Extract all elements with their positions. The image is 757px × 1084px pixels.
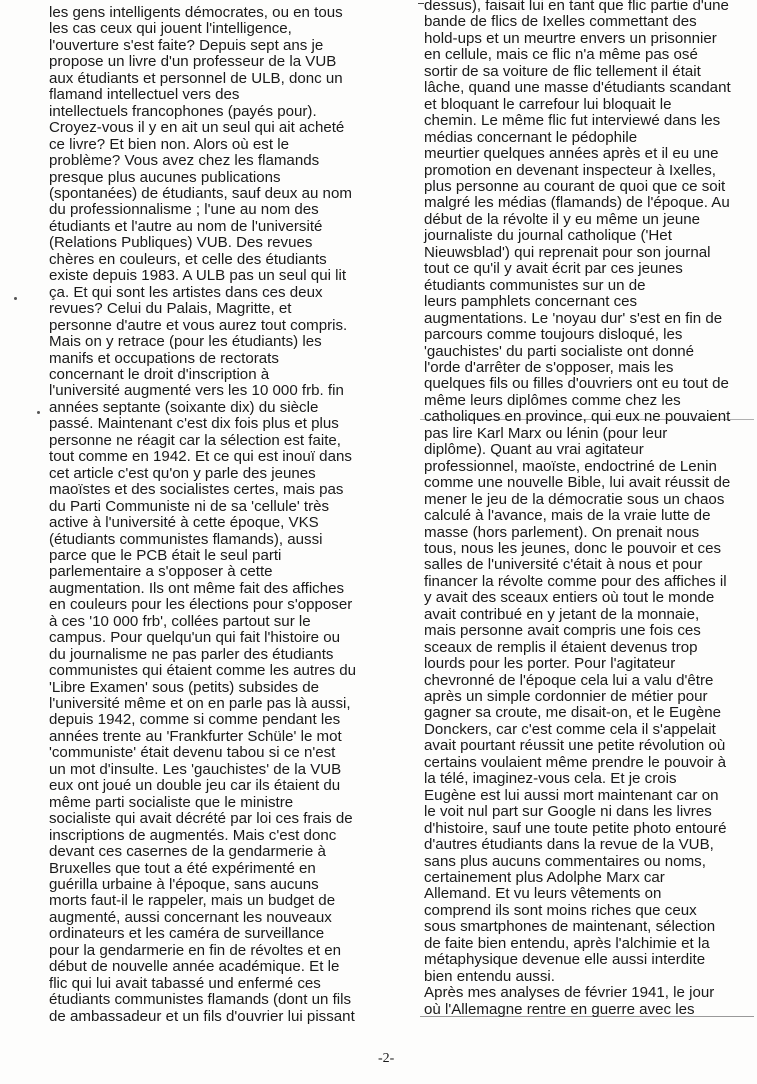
text-line: Bruxelles que tout a été expérimenté en	[49, 859, 316, 877]
text-line: l'orde d'arrêter de s'opposer, mais les	[424, 358, 674, 376]
text-line: ordinateurs et les caméra de surveillance	[49, 925, 325, 943]
text-line: flic qui lui avait tabassé und enfermé ces	[49, 974, 321, 992]
text-line: pour la gendarmerie en fin de révoltes et en	[49, 941, 341, 959]
text-line: campus. Pour quelqu'un qui fait l'histoire ou	[49, 629, 341, 647]
text-line: Nieuwsblad') qui reprenait pour son journal	[424, 243, 711, 261]
text-line: financer la révolte comme pour des affiches il	[424, 572, 727, 590]
text-line: cet article c'est qu'on y parle des jeunes	[49, 464, 316, 482]
text-line: sans plus aucuns commentaires ou noms,	[424, 852, 706, 870]
text-line: intellectuels francophones (payés pour).	[49, 102, 317, 120]
right-text-column	[424, 0, 754, 1018]
text-line: manifs et occupations de rectorats	[49, 349, 279, 367]
text-line: années septante (soixante dix) du siècle	[49, 398, 319, 416]
text-line: masse (hors parlement). On prenait nous	[424, 523, 700, 541]
text-line: l'université même et on en parle pas là aussi,	[49, 695, 351, 713]
text-line: socialiste qui avait décrété par loi ces frais de	[49, 810, 353, 828]
text-line: en cellule, mais ce flic n'a même pas osé	[424, 46, 698, 64]
text-line: l'ouverture s'est faite? Depuis sept ans je	[49, 36, 324, 54]
text-line: salles de l'université c'était à nous et pour	[424, 556, 703, 574]
scan-speck	[37, 411, 40, 414]
text-line: propose un livre d'un professeur de la VUB	[49, 53, 337, 71]
text-line: aux étudiants et personnel de ULB, donc un	[49, 69, 343, 87]
text-line: avait contribué en y jetant de la monnaie,	[424, 605, 700, 623]
text-line: bande de flics de Ixelles commettant des	[424, 13, 697, 31]
text-line: médias concernant le pédophile	[424, 128, 638, 146]
text-line: flamand intellectuel vers des	[49, 86, 240, 104]
text-line: certainement plus Adolphe Marx car	[424, 869, 665, 887]
text-line: existe depuis 1983. A ULB pas un seul qui lit	[49, 267, 347, 285]
text-line: chevronné de l'époque cela lui a valu d'être	[424, 671, 714, 689]
text-line: hold-ups et un meurtre envers un prisonnier	[424, 29, 717, 47]
text-line: la télé, imaginez-vous cela. Et je crois	[424, 770, 677, 788]
text-line: personne d'autre et vous aurez tout compris.	[49, 316, 348, 334]
text-line: de ambassadeur et un fils d'ouvrier lui pissant	[49, 1007, 355, 1025]
text-line: le voit nul part sur Google ni dans les livres	[424, 803, 712, 821]
text-line: étudiants communistes flamands (dont un fils	[49, 991, 352, 1009]
text-line: problème? Vous avez chez les flamands	[49, 152, 320, 170]
text-line: chères en couleurs, et celle des étudiants	[49, 250, 327, 268]
text-line: sous smartphones de maintenant, sélection	[424, 918, 716, 936]
text-line: étudiants communistes sur un de	[424, 276, 646, 294]
text-line: même parti socialiste que le ministre	[49, 793, 294, 811]
text-line: (étudiants communistes flamands), aussi	[49, 530, 323, 548]
text-line: de faite bien entendu, après l'alchimie et la	[424, 934, 710, 952]
text-line: comme une nouvelle Bible, lui avait réussit de	[424, 474, 731, 492]
text-line: communistes qui étaient comme les autres du	[49, 662, 357, 680]
text-line: tout comme en 1942. Et ce qui est inouï dans	[49, 448, 352, 466]
text-line: 'gauchistes' du parti socialiste ont donné	[424, 342, 695, 360]
text-line: (Relations Publiques) VUB. Des revues	[49, 234, 313, 252]
text-line: 'Libre Examen' sous (petits) subsides de	[49, 678, 320, 696]
text-line: morts faut-il le rappeler, mais un budget de	[49, 892, 336, 910]
text-line: à ces '10 000 frb', collées partout sur le	[49, 612, 311, 630]
text-line: du Parti Communiste ni de sa 'cellule' très	[49, 497, 330, 515]
text-line: inscriptions de augmentés. Mais c'est donc	[49, 826, 337, 844]
text-line: presque plus aucunes publications	[49, 168, 281, 186]
text-line: meurtier quelques années après et il eu une	[424, 145, 719, 163]
text-line: pas lire Karl Marx ou lénin (pour leur	[424, 424, 668, 442]
text-line: et bloquant le carrefour lui bloquait le	[424, 95, 672, 113]
scan-speck	[14, 297, 17, 300]
text-line: étudiants et l'autre au nom de l'université	[49, 217, 323, 235]
text-line: ce livre? Et bien non. Alors où est le	[49, 135, 289, 153]
text-line: maoïstes et des socialistes certes, mais pas	[49, 481, 344, 499]
text-line: augmenté, aussi concernant les nouveaux	[49, 908, 332, 926]
text-line: du journalisme ne pas parler des étudiants	[49, 645, 334, 663]
text-line: certains voulaient même prendre le pouvoir à	[424, 753, 727, 771]
text-line: d'autres étudiants dans la revue de la VUB,	[424, 836, 714, 854]
text-line: catholiques en province, qui eux ne pouvaient	[424, 408, 731, 426]
text-line: Allemand. Et vu leurs vêtements on	[424, 885, 662, 903]
text-line: 'communiste' était devenu tabou si ce n'est	[49, 744, 336, 762]
text-line: où l'Allemagne rentre en guerre avec les	[424, 1000, 695, 1018]
text-line: lourds pour les porter. Pour l'agitateur	[424, 655, 676, 673]
text-line: l'université augmenté vers les 10 000 frb. fin	[49, 382, 344, 400]
text-line: guérilla urbaine à l'époque, sans aucuns	[49, 876, 319, 894]
text-line: après un simple cordonnier de métier pour	[424, 688, 708, 706]
text-line: Mais on y retrace (pour les étudiants) les	[49, 333, 322, 351]
text-line: leurs pamphlets concernant ces	[424, 293, 638, 311]
text-line: Eugène est lui aussi mort maintenant car on	[424, 786, 719, 804]
text-line: en couleurs pour les élections pour s'opposer	[49, 596, 353, 614]
text-line: concernant le droit d'inscription à	[49, 365, 270, 383]
text-line: eux ont joué un double jeu car ils étaient du	[49, 777, 341, 795]
text-line: personne ne réagit car la sélection est faite,	[49, 431, 341, 449]
text-line: parce que le PCB était le seul parti	[49, 546, 282, 564]
left-text-column	[49, 5, 369, 1025]
text-line: depuis 1942, comme si comme pendant les	[49, 711, 341, 729]
text-line: début de nouvelle année académique. Et le	[49, 958, 340, 976]
text-line: années trente au 'Frankfurter Schüle' le mot	[49, 727, 342, 745]
text-line: promotion en devenant inspecteur à Ixelles,	[424, 161, 716, 179]
text-line: Après mes analyses de février 1941, le jour	[424, 984, 715, 1002]
text-line: gagner sa croute, me disait-on, et le Eugène	[424, 704, 722, 722]
text-line: chemin. Le même flic fut interviewé dans les	[424, 112, 721, 130]
text-line: bien entendu aussi.	[424, 967, 555, 985]
text-line: début de la révolte il y eu même un jeune	[424, 210, 701, 228]
text-line: devant ces casernes de la gendarmerie à	[49, 843, 326, 861]
text-line: malgré les médias (flamands) de l'époque. Au	[424, 194, 730, 212]
text-line: ça. Et qui sont les artistes dans ces deux	[49, 283, 323, 301]
text-line: sortir de sa voiture de flic tellement il était	[424, 62, 701, 80]
text-line: d'histoire, sauf une toute petite photo entouré	[424, 819, 727, 837]
text-line: augmentations. Le 'noyau dur' s'est en fin de	[424, 309, 723, 327]
text-line: augmentation. Ils ont même fait des affiches	[49, 579, 345, 597]
text-line: tout ce qu'il y avait écrit par ces jeunes	[424, 260, 683, 278]
text-line: revues? Celui du Palais, Magritte, et	[49, 300, 292, 318]
text-line: mener le jeu de la démocratie sous un chaos	[424, 490, 725, 508]
text-line: même leurs diplômes comme chez les	[424, 391, 681, 409]
text-line: Croyez-vous il y en ait un seul qui ait acheté	[49, 119, 345, 137]
text-line: parlementaire a s'opposer à cette	[49, 563, 273, 581]
text-line: un mot d'insulte. Les 'gauchistes' de la VUB	[49, 760, 342, 778]
text-line: passé. Maintenant c'est dix fois plus et plus	[49, 415, 339, 433]
text-line: du professionnalisme ; l'une au nom des	[49, 201, 319, 219]
text-line: lâche, quand une masse d'étudiants scandant	[424, 79, 731, 97]
text-line: dessus), faisait lui en tant que flic partie d'une	[424, 0, 729, 14]
text-line: tous, nous les jeunes, donc le pouvoir et ces	[424, 539, 722, 557]
text-line: mais personne avait compris une fois ces	[424, 622, 701, 640]
text-line: journaliste du journal catholique ('Het	[424, 227, 672, 245]
text-line: parcours comme toujours disloqué, les	[424, 326, 683, 344]
text-line: métaphysique devenue elle aussi interdite	[424, 951, 706, 969]
text-line: professionnel, maoïste, endoctriné de Lenin	[424, 457, 717, 475]
text-line: plus personne au courant de quoi que ce soit	[424, 177, 726, 195]
text-line: les cas ceux qui jouent l'intelligence,	[49, 20, 292, 38]
text-line: avait pourtant réussit une petite révolution où	[424, 737, 726, 755]
text-line: sceaux de remplis il étaient devenus trop	[424, 638, 698, 656]
text-line: calculé à l'avance, mais de la vraie lutte de	[424, 507, 711, 525]
page-number: -2-	[378, 1051, 395, 1066]
text-line: diplôme). Quant au vrai agitateur	[424, 441, 644, 459]
text-line: les gens intelligents démocrates, ou en tous	[49, 4, 343, 21]
text-line: active à l'université à cette époque, VKS	[49, 514, 319, 532]
text-line: y avait des sceaux entiers où tout le monde	[424, 589, 715, 607]
text-line: (spontanées) de étudiants, sauf deux au nom	[49, 184, 352, 202]
text-line: Donckers, car c'est comme cela il s'appelait	[424, 720, 716, 738]
text-line: comprend ils sont moins riches que ceux	[424, 901, 697, 919]
text-line: quelques fils ou filles d'ouvriers ont eu tout de	[424, 375, 729, 393]
